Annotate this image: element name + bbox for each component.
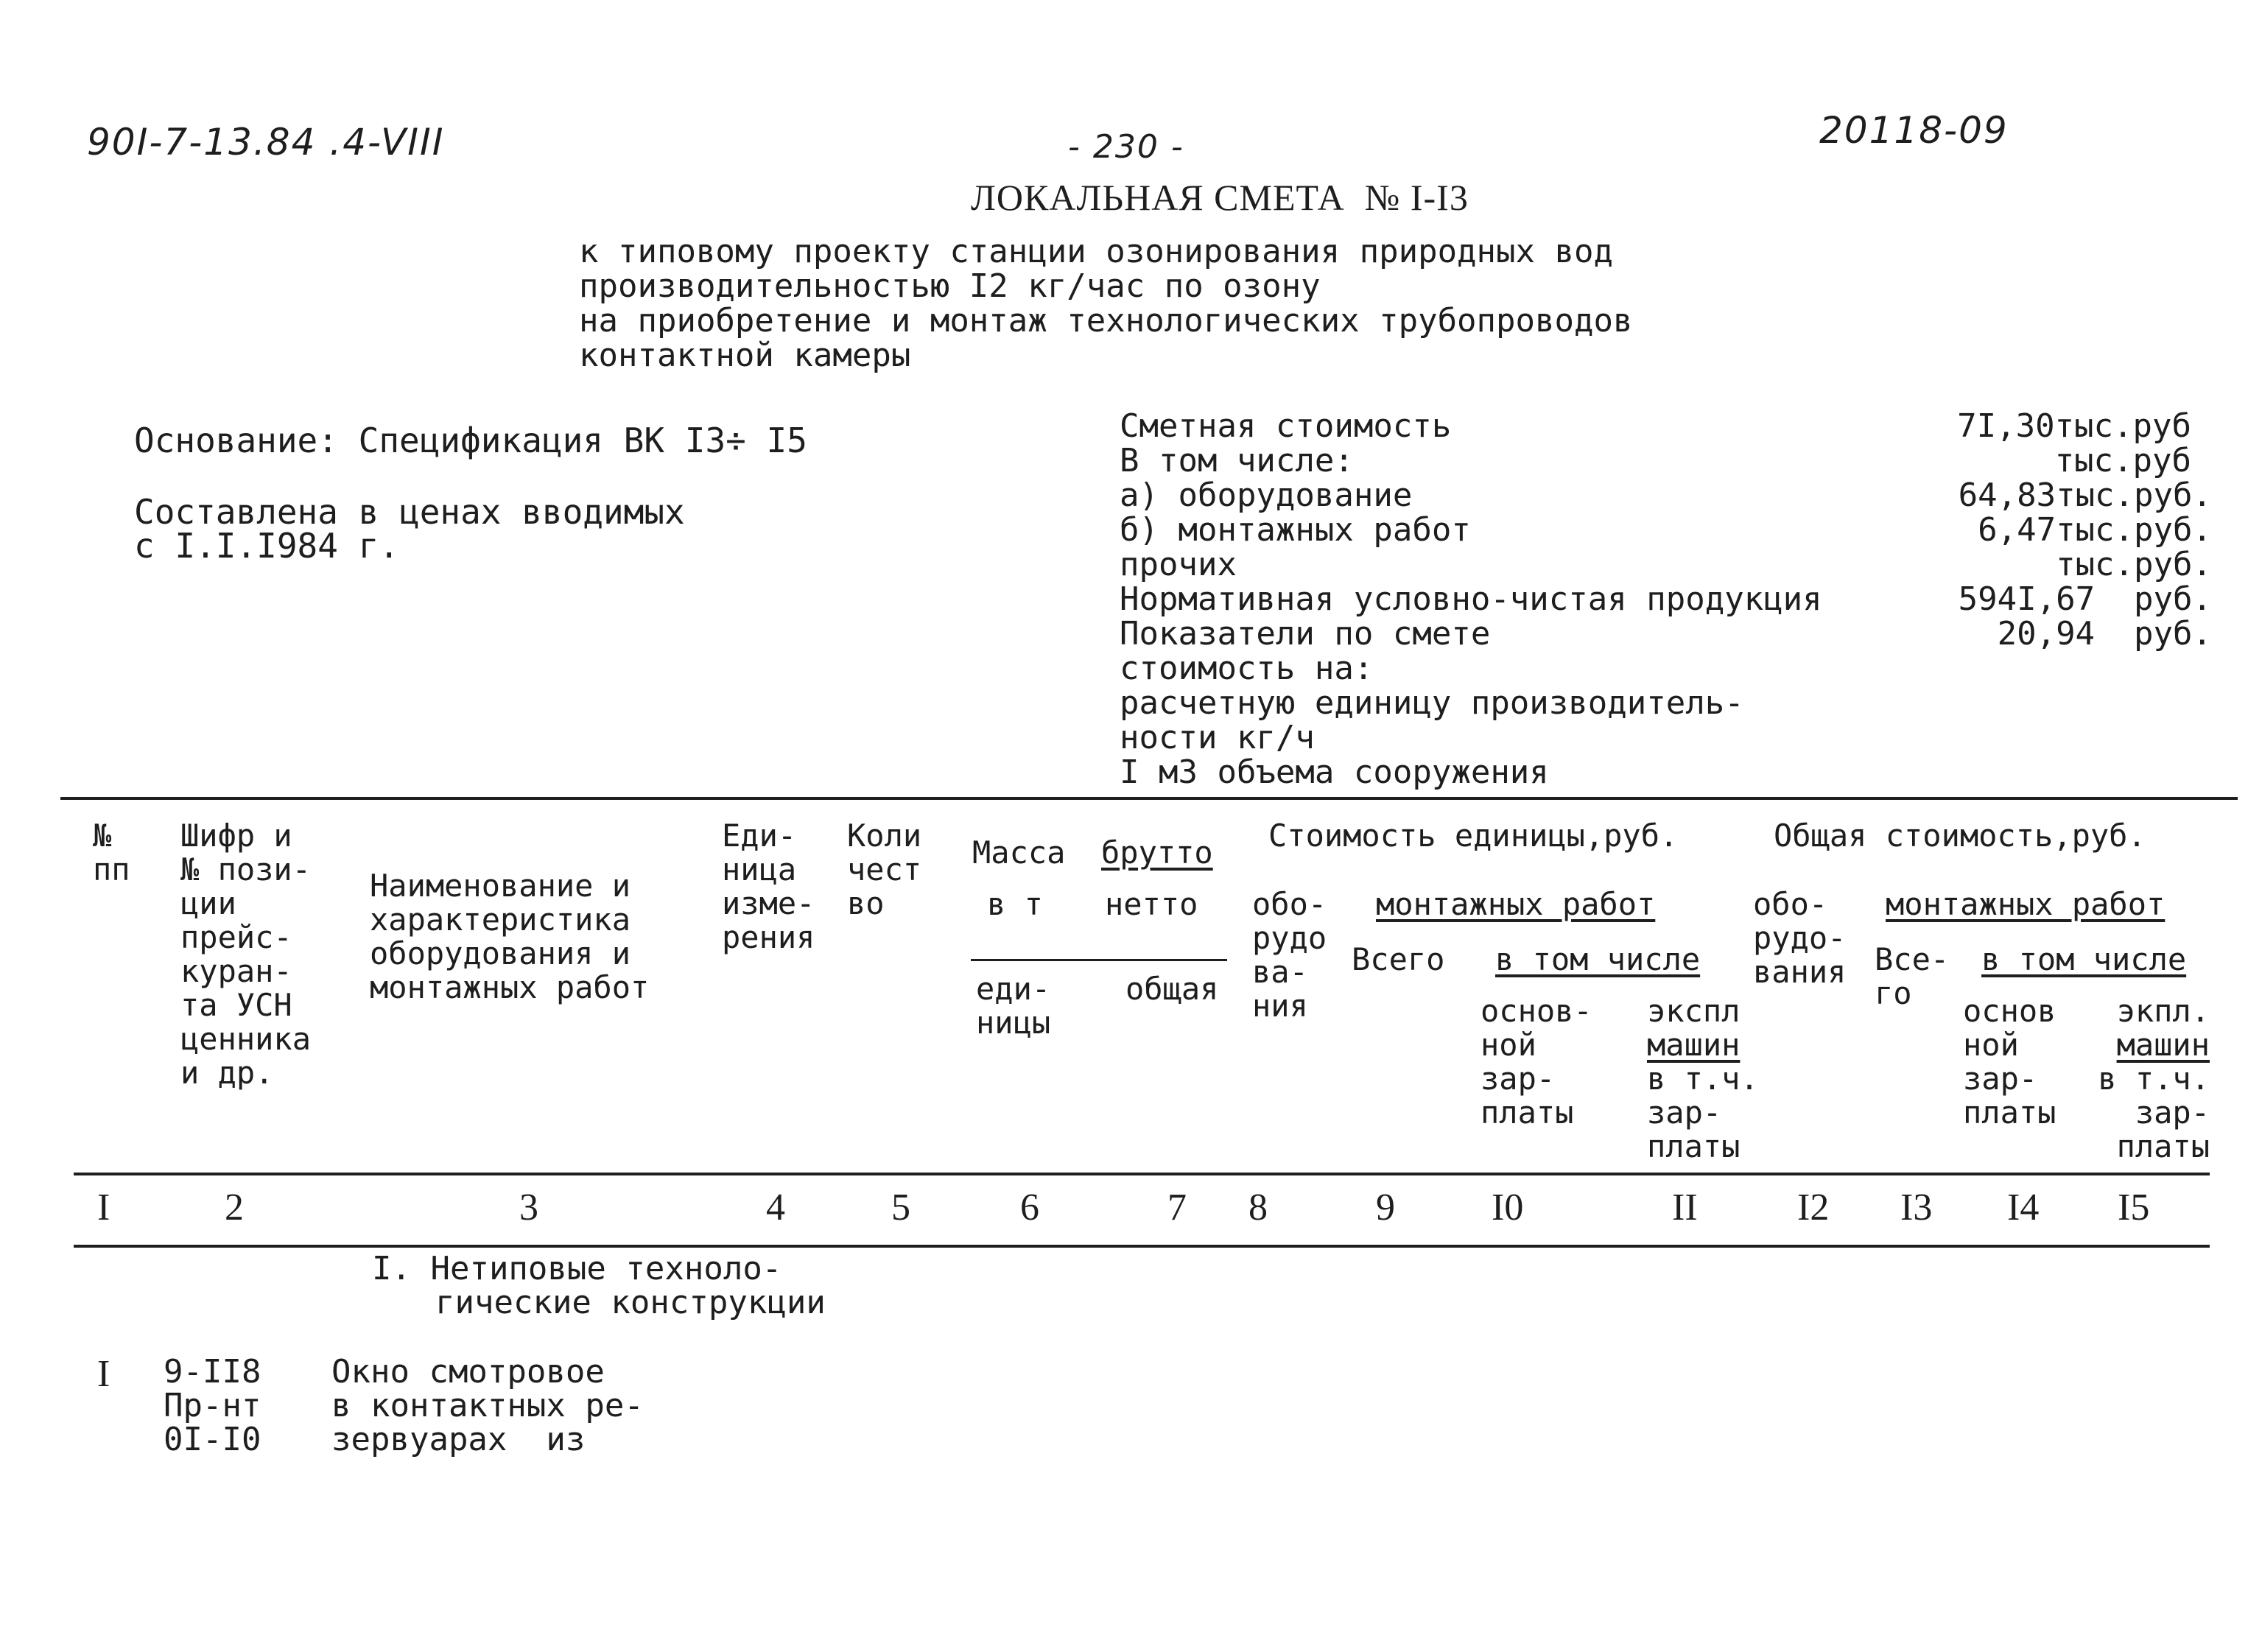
cost-label: I м3 объема сооружения xyxy=(1120,753,1549,791)
header-total-mass: общая xyxy=(1125,971,1219,1007)
header-equip2-line: рудо- xyxy=(1753,920,1847,956)
header-code xyxy=(180,819,311,1090)
header-base-wage2-line: ной xyxy=(1963,1027,2019,1063)
cost-value: тыс.руб xyxy=(2054,442,2191,479)
header-equip2-line: вания xyxy=(1753,954,1847,990)
document-code: 90I-7-13.84 .4-VIII xyxy=(87,121,445,164)
cost-value: 64,83тыс.руб. xyxy=(1958,477,2212,514)
cost-value: 7I,30тыс.руб xyxy=(1957,407,2191,445)
header-qty-line: чест xyxy=(847,851,922,887)
header-netto: нетто xyxy=(1105,886,1198,922)
basis: Основание: Спецификация ВК I3÷ I5 xyxy=(134,421,807,460)
subtitle-line: контактной камеры xyxy=(579,337,911,374)
column-number: I0 xyxy=(1492,1187,1524,1229)
header-mach-line: зар- xyxy=(1647,1094,1722,1131)
header-base-wage xyxy=(1481,994,1592,1130)
row-code-line: Пр-нт xyxy=(164,1387,261,1424)
header-installation-total: монтажных работ xyxy=(1886,886,2166,922)
header-base-wage2-line: зар- xyxy=(1963,1061,2038,1097)
column-number: 7 xyxy=(1167,1187,1187,1229)
cost-labels xyxy=(1120,409,1822,790)
header-including-total: в том числе xyxy=(1981,941,2187,977)
header-base-wage-line: ной xyxy=(1481,1027,1536,1063)
sheet-code: 20118-09 xyxy=(1819,109,2009,152)
header-name xyxy=(370,869,649,1005)
subtitle-line: на приобретение и монтаж технологических трубопроводов xyxy=(579,302,1633,340)
header-code-line: и др. xyxy=(180,1055,274,1091)
column-number: 8 xyxy=(1248,1187,1268,1229)
header-name-line: монтажных работ xyxy=(370,969,650,1005)
header-base-wage-total xyxy=(1963,994,2056,1130)
header-per-unit-line: ницы xyxy=(976,1005,1051,1041)
header-equip-line: рудо xyxy=(1252,920,1327,956)
row-code xyxy=(164,1355,261,1457)
header-mach2-line: экпл. xyxy=(2116,993,2210,1029)
header-mach2-line: зар- xyxy=(2135,1094,2210,1131)
header-no-line: № xyxy=(93,818,112,854)
cost-label: ности кг/ч xyxy=(1120,719,1315,756)
header-all2-line: го xyxy=(1875,975,1912,1011)
header-name-line: оборудования и xyxy=(370,935,631,971)
header-per-unit xyxy=(976,972,1050,1040)
row-name xyxy=(331,1355,644,1457)
header-equip-line: ния xyxy=(1252,988,1308,1024)
header-mach2-line: в т.ч. xyxy=(2098,1061,2210,1097)
header-in-t: в т xyxy=(987,886,1043,922)
row-code-line: 0I-I0 xyxy=(164,1421,261,1458)
header-unit-line: рения xyxy=(722,919,815,955)
table-top-rule xyxy=(60,797,2238,800)
subtitle-line: к типовому проекту станции озонирования природных вод xyxy=(579,233,1613,270)
cost-value: 594I,67 руб. xyxy=(1958,580,2212,618)
header-code-line: ции xyxy=(180,885,236,921)
header-name-line: характеристика xyxy=(370,901,631,938)
column-number: I2 xyxy=(1797,1187,1830,1229)
section-heading-line: гические конструкции xyxy=(435,1284,826,1321)
column-numbers-rule xyxy=(74,1245,2210,1248)
header-unit-line: изме- xyxy=(722,885,815,921)
header-code-line: Шифр и xyxy=(180,818,292,854)
header-quantity xyxy=(847,819,921,921)
row-name-line: Окно смотровое xyxy=(331,1353,605,1391)
header-all2-line: Все- xyxy=(1875,941,1950,977)
column-number: 2 xyxy=(225,1187,244,1229)
cost-values xyxy=(1957,409,2212,651)
header-unit xyxy=(722,819,815,955)
header-per-unit-line: еди- xyxy=(976,971,1051,1007)
header-mach-line: машин xyxy=(1647,1027,1741,1063)
header-equipment-total xyxy=(1753,887,1846,989)
column-number: 4 xyxy=(766,1187,785,1229)
header-unit-cost: Стоимость единицы,руб. xyxy=(1268,818,1679,854)
header-no-line: пп xyxy=(93,851,130,887)
compiled-line: Составлена в ценах вводимых xyxy=(134,492,685,532)
header-base-wage2-line: платы xyxy=(1963,1094,2056,1131)
row-number: I xyxy=(97,1353,110,1395)
row-name-line: зервуарах из xyxy=(331,1421,586,1458)
column-number: I4 xyxy=(2007,1187,2040,1229)
cost-label: расчетную единицу производитель- xyxy=(1120,684,1744,722)
column-number: 3 xyxy=(519,1187,538,1229)
cost-label: Сметная стоимость xyxy=(1120,407,1452,445)
header-name-line: Наименование и xyxy=(370,868,631,904)
header-equip-line: обо- xyxy=(1252,886,1327,922)
header-mach-line: экспл xyxy=(1647,993,1741,1029)
row-code-line: 9-II8 xyxy=(164,1353,261,1391)
cost-label: прочих xyxy=(1120,546,1237,583)
subtitle xyxy=(579,234,1632,373)
column-number: 6 xyxy=(1020,1187,1039,1229)
header-unit-line: Еди- xyxy=(722,818,797,854)
header-no xyxy=(93,819,130,887)
header-including: в том числе xyxy=(1495,941,1701,977)
header-unit-line: ница xyxy=(722,851,797,887)
header-mach-line: в т.ч. xyxy=(1647,1061,1759,1097)
header-qty-line: Коли xyxy=(847,818,922,854)
header-code-line: ценника xyxy=(180,1021,312,1057)
section-heading-line: I. Нетиповые техноло- xyxy=(372,1250,782,1287)
column-number: I5 xyxy=(2118,1187,2150,1229)
header-equipment xyxy=(1252,887,1327,1023)
cost-label: а) оборудование xyxy=(1120,477,1413,514)
header-code-line: куран- xyxy=(180,953,292,989)
column-number: II xyxy=(1672,1187,1698,1229)
table-header-bottom-rule xyxy=(74,1173,2210,1175)
header-machines-total xyxy=(2062,994,2210,1164)
header-mach-line: платы xyxy=(1647,1128,1741,1164)
header-mach2-line: машин xyxy=(2116,1027,2210,1063)
column-number: 9 xyxy=(1376,1187,1395,1229)
page-number: - 230 - xyxy=(1068,128,1184,166)
header-base-wage-line: платы xyxy=(1481,1094,1574,1131)
header-code-line: та УСН xyxy=(180,987,292,1023)
header-equip-line: ва- xyxy=(1252,954,1308,990)
header-base-wage-line: зар- xyxy=(1481,1061,1556,1097)
compiled-line: с I.I.I984 г. xyxy=(134,526,400,566)
header-installation: монтажных работ xyxy=(1376,886,1656,922)
cost-value: тыс.руб. xyxy=(2056,546,2212,583)
compiled-note xyxy=(134,492,685,566)
document-title: ЛОКАЛЬНАЯ СМЕТА № I-I3 xyxy=(971,177,1469,218)
cost-value: 6,47тыс.руб. xyxy=(1978,511,2212,549)
mass-divider-rule xyxy=(971,959,1227,961)
header-equip2-line: обо- xyxy=(1753,886,1828,922)
cost-label: В том числе: xyxy=(1120,442,1354,479)
header-code-line: прейс- xyxy=(180,919,292,955)
cost-label: б) монтажных работ xyxy=(1120,511,1471,549)
header-total-all xyxy=(1875,943,1949,1010)
header-base-wage-line: основ- xyxy=(1481,993,1592,1029)
header-qty-line: во xyxy=(847,885,885,921)
header-code-line: № пози- xyxy=(180,851,312,887)
header-mass: Масса xyxy=(972,834,1066,871)
column-number: I3 xyxy=(1900,1187,1933,1229)
cost-value: 20,94 руб. xyxy=(1997,615,2212,653)
header-brutto: брутто xyxy=(1101,834,1213,871)
column-number: 5 xyxy=(891,1187,910,1229)
header-total-cost: Общая стоимость,руб. xyxy=(1774,818,2146,854)
cost-label: Показатели по смете xyxy=(1120,615,1491,653)
cost-label: Нормативная условно-чистая продукция xyxy=(1120,580,1822,618)
header-base-wage2-line: основ xyxy=(1963,993,2056,1029)
cost-label: стоимость на: xyxy=(1120,650,1374,687)
row-name-line: в контактных ре- xyxy=(331,1387,644,1424)
column-number: I xyxy=(97,1187,110,1229)
header-machines xyxy=(1647,994,1759,1164)
header-mach2-line: платы xyxy=(2116,1128,2210,1164)
subtitle-line: производительностью I2 кг/час по озону xyxy=(579,267,1321,305)
header-total: Всего xyxy=(1352,941,1445,977)
section-heading xyxy=(372,1252,826,1320)
